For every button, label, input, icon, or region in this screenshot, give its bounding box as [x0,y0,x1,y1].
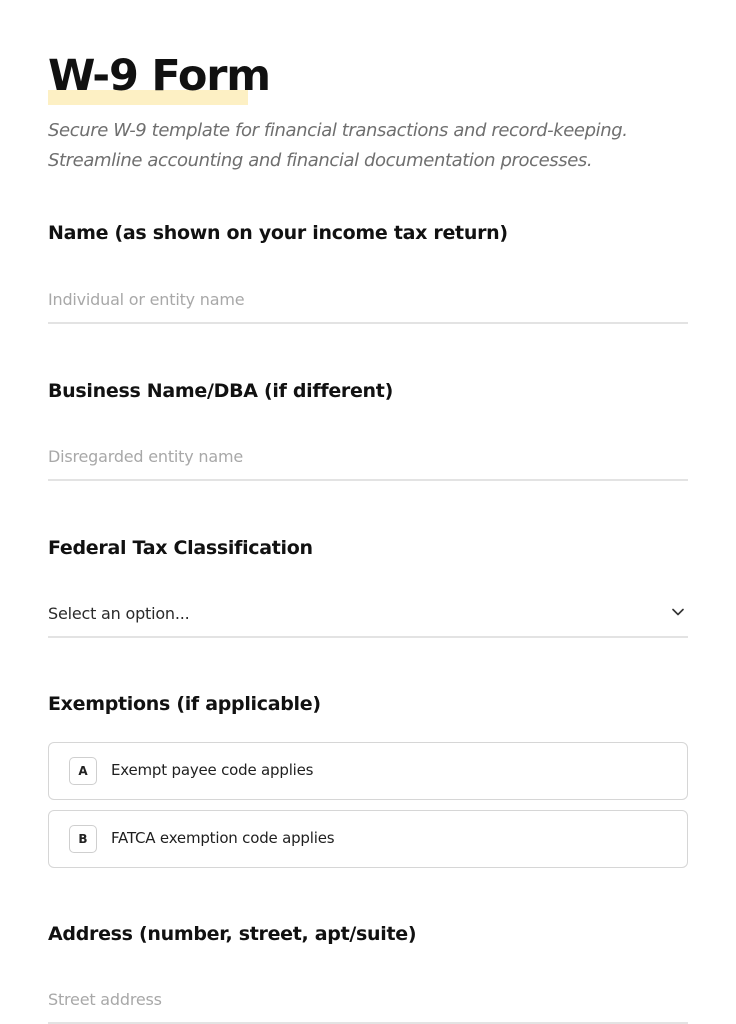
page-title: W-9 Form [48,51,270,101]
tax-classification-select[interactable] [48,592,688,638]
name-label: Name (as shown on your income tax return) [48,222,508,244]
business-name-field[interactable] [48,435,688,481]
name-placeholder: Individual or entity name [48,290,245,309]
subtitle-line-2: Streamline accounting and financial documentation processes. [48,150,593,171]
address-placeholder: Street address [48,990,162,1009]
option-key-a: A [69,757,97,785]
business-name-placeholder: Disregarded entity name [48,447,243,466]
address-label: Address (number, street, apt/suite) [48,923,417,945]
tax-classification-label: Federal Tax Classification [48,537,313,559]
option-label-a: Exempt payee code applies [111,761,314,779]
page-subtitle [48,116,688,176]
exemption-option-b[interactable] [48,810,688,868]
title-block [48,50,270,102]
subtitle-line-1: Secure W-9 template for financial transactions and record-keeping. [48,120,628,141]
chevron-down-icon [672,607,684,617]
tax-classification-value: Select an option... [48,604,190,623]
exemption-option-a[interactable] [48,742,688,800]
option-label-b: FATCA exemption code applies [111,829,335,847]
name-field[interactable] [48,278,688,324]
exemptions-label: Exemptions (if applicable) [48,693,321,715]
option-key-b: B [69,825,97,853]
business-name-label: Business Name/DBA (if different) [48,380,393,402]
address-field[interactable] [48,978,688,1024]
